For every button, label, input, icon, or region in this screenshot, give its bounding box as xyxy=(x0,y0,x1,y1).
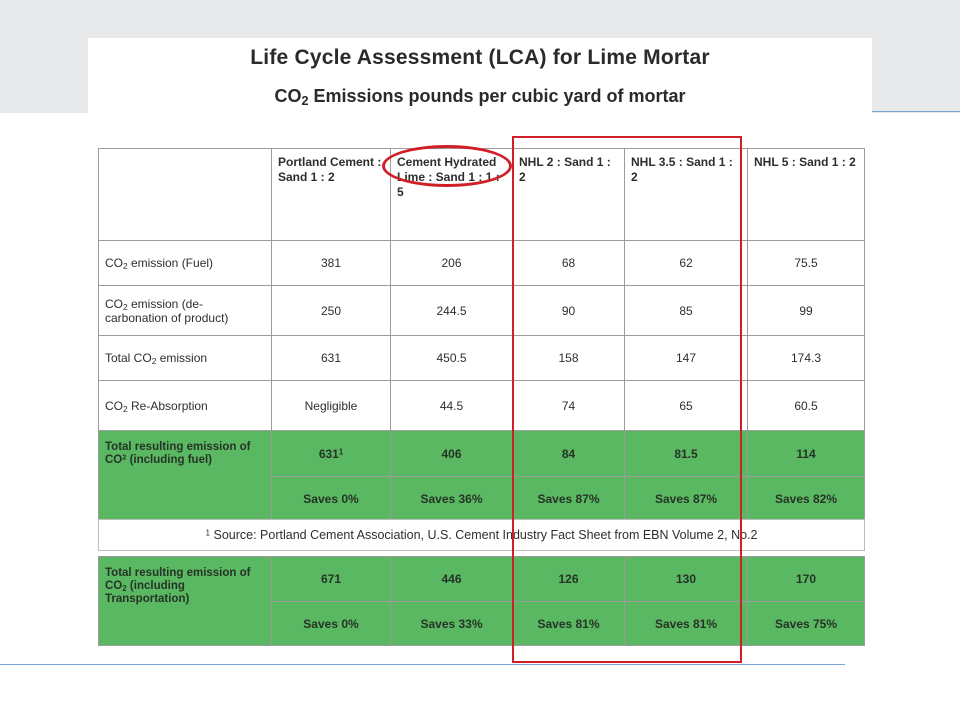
subtitle-sub: 2 xyxy=(301,94,309,109)
savings-cell: Saves 81% xyxy=(513,602,625,646)
table-cell: 671 xyxy=(272,557,391,602)
savings-cell: Saves 87% xyxy=(625,477,748,521)
subtitle-post: Emissions pounds per cubic yard of mortar xyxy=(308,86,686,106)
table-row xyxy=(99,241,865,286)
table-cell: 62 xyxy=(625,241,748,286)
row-label: $CO_2$ emission (de-carbonation of product) xyxy=(99,286,272,336)
savings-cell: Saves 36% xyxy=(391,477,513,521)
table-cell: 450.5 xyxy=(391,336,513,381)
table-cell: 158 xyxy=(513,336,625,381)
total-transport-row xyxy=(99,557,865,602)
table-row xyxy=(99,286,865,336)
savings-cell: Saves 0% xyxy=(272,602,391,646)
total-fuel-label: Total resulting emission of $CO^2$ (including fuel) xyxy=(99,431,272,521)
table-cell: 68 xyxy=(513,241,625,286)
savings-cell: Saves 82% xyxy=(748,477,865,521)
header-nhl35: NHL 3.5 : Sand 1 : 2 xyxy=(625,149,748,241)
table-cell: 170 xyxy=(748,557,865,602)
table-cell: 174.3 xyxy=(748,336,865,381)
table-cell: 631 xyxy=(272,336,391,381)
table-cell: 81.5 xyxy=(625,431,748,477)
table-cell: 381 xyxy=(272,241,391,286)
header-row xyxy=(99,149,865,241)
table-cell: 99 xyxy=(748,286,865,336)
savings-cell: Saves 87% xyxy=(513,477,625,521)
row-label: $CO_2$ Re-Absorption xyxy=(99,381,272,431)
table-cell: 114 xyxy=(748,431,865,477)
header-cell-blank xyxy=(99,149,272,241)
slide-subtitle xyxy=(88,86,872,107)
table-cell: $631^1$ xyxy=(272,431,391,477)
header-nhl2: NHL 2 : Sand 1 : 2 xyxy=(513,149,625,241)
table-cell: 130 xyxy=(625,557,748,602)
table-cell: 406 xyxy=(391,431,513,477)
table-cell: 44.5 xyxy=(391,381,513,431)
row-label: Total $CO_2$ emission xyxy=(99,336,272,381)
table-cell: 244.5 xyxy=(391,286,513,336)
table-cell: 90 xyxy=(513,286,625,336)
table-cell: 85 xyxy=(625,286,748,336)
table-cell: 147 xyxy=(625,336,748,381)
header-cement-lime: Cement Hydrated Lime : Sand 1 : 1 : 5 xyxy=(391,149,513,241)
table-cell: Negligible xyxy=(272,381,391,431)
subtitle-pre: CO xyxy=(274,86,302,106)
transport-table xyxy=(98,556,865,646)
table-cell: 75.5 xyxy=(748,241,865,286)
savings-cell: Saves 75% xyxy=(748,602,865,646)
total-transport-label: Total resulting emission of $CO_2$ (including Transportation) xyxy=(99,557,272,646)
slide-title: Life Cycle Assessment (LCA) for Lime Mortar xyxy=(250,46,710,69)
savings-cell: Saves 0% xyxy=(272,477,391,521)
table-cell: 84 xyxy=(513,431,625,477)
top-rule xyxy=(870,111,960,112)
table-row xyxy=(99,381,865,431)
source-footnote: $^1$ Source: Portland Cement Association, U.S. Cement Industry Fact Sheet from EBN Volume 2, No.2 xyxy=(98,519,865,551)
table-cell: 60.5 xyxy=(748,381,865,431)
savings-cell: Saves 81% xyxy=(625,602,748,646)
table-cell: 446 xyxy=(391,557,513,602)
row-label: $CO_2$ emission (Fuel) xyxy=(99,241,272,286)
total-fuel-row xyxy=(99,431,865,477)
emissions-table xyxy=(98,148,865,521)
table-cell: 206 xyxy=(391,241,513,286)
bottom-rule xyxy=(0,664,845,665)
header-portland: Portland Cement : Sand 1 : 2 xyxy=(272,149,391,241)
savings-cell: Saves 33% xyxy=(391,602,513,646)
table-cell: 65 xyxy=(625,381,748,431)
table-cell: 250 xyxy=(272,286,391,336)
table-cell: 74 xyxy=(513,381,625,431)
table-row xyxy=(99,336,865,381)
table-cell: 126 xyxy=(513,557,625,602)
header-nhl5: NHL 5 : Sand 1 : 2 xyxy=(748,149,865,241)
